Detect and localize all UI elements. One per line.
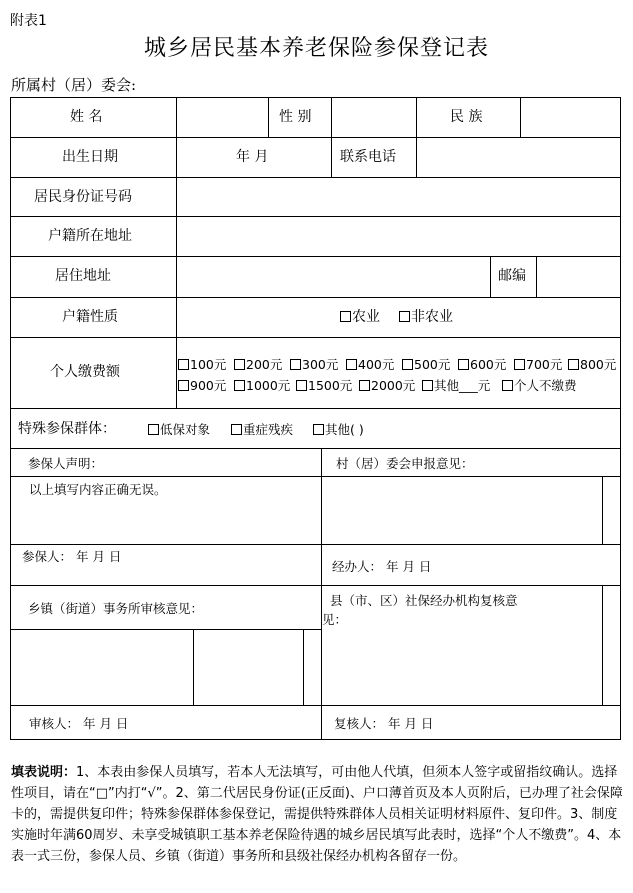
county-opinion-title-cont: 见： (322, 612, 348, 627)
household-address-field[interactable] (177, 217, 620, 256)
checkbox-icon (502, 380, 513, 391)
checkbox-icon (402, 359, 413, 370)
county-opinion-field[interactable] (322, 630, 602, 705)
county-opinion-title: 县（市、区）社保经办机构复核意 (330, 593, 518, 608)
payment-option-500[interactable]: 500元 (402, 356, 450, 374)
payment-option-900[interactable]: 900元 (178, 377, 226, 395)
township-opinion-signature[interactable]: 审核人： 年 月 日 (29, 716, 129, 731)
checkbox-icon (178, 380, 189, 391)
household-option-nonagri[interactable]: 非农业 (399, 308, 453, 326)
checkbox-icon (231, 424, 242, 435)
id-number-label: 居民身份证号码 (34, 189, 132, 205)
household-option-agri[interactable]: 农业 (340, 308, 380, 326)
postcode-field[interactable] (537, 257, 620, 297)
birth-date-field[interactable]: 年 月 (236, 149, 269, 165)
payment-option-1000[interactable]: 1000元 (234, 377, 290, 395)
checkbox-icon (359, 380, 370, 391)
household-address-label: 户籍所在地址 (48, 228, 132, 244)
phone-label: 联系电话 (340, 149, 396, 165)
checkbox-icon (399, 311, 410, 322)
checkbox-icon (296, 380, 307, 391)
payment-option-other[interactable]: 其他___元 (422, 377, 490, 395)
payment-option-2000[interactable]: 2000元 (359, 377, 415, 395)
checkbox-icon (340, 311, 351, 322)
id-number-field[interactable] (177, 178, 620, 216)
checkbox-icon (290, 359, 301, 370)
declaration-title: 参保人声明： (28, 456, 104, 471)
township-opinion-field[interactable] (11, 630, 193, 705)
township-opinion-title: 乡镇（街道）事务所审核意见： (28, 601, 204, 616)
instructions (11, 762, 623, 867)
payment-option-800[interactable]: 800元 (568, 356, 616, 374)
village-opinion-field[interactable] (322, 477, 602, 544)
payment-option-200[interactable]: 200元 (234, 356, 282, 374)
special-option-lowincome[interactable]: 低保对象 (148, 421, 210, 439)
special-group-label: 特殊参保群体： (18, 421, 116, 437)
village-opinion-signature[interactable]: 经办人： 年 月 日 (332, 559, 432, 574)
county-opinion-signature[interactable]: 复核人： 年 月 日 (334, 716, 434, 731)
village-opinion-title: 村（居）委会申报意见： (336, 456, 474, 471)
residence-address-field[interactable] (177, 257, 490, 297)
ethnicity-field[interactable] (521, 98, 620, 137)
birth-date-label: 出生日期 (62, 149, 118, 165)
household-type-label: 户籍性质 (62, 309, 118, 325)
checkbox-icon (234, 359, 245, 370)
checkbox-icon (568, 359, 579, 370)
declaration-content: 以上填写内容正确无误。 (29, 482, 167, 497)
checkbox-icon (148, 424, 159, 435)
residence-address-label: 居住地址 (55, 268, 111, 284)
instructions-text: 1、本表由参保人员填写，若本人无法填写，可由他人代填，但须本人签字或留指纹确认。选择性项目，请在“□”内打“√”。2、第二代居民身份证(正反面)、户口薄首页及本人页附后，已办理了社会保障卡的，需提供复印件；特殊参保群体参保登记，需提供特殊群体人员相关证明材料原件、复印件。3、制度实施时年满60周岁、未享受城镇职工基本养老保险待遇的城乡居民填写此表时，选择“个人不缴费”。4、本表一式三份，参保人员、乡镇（街道）事务所和县级社保经办机构各留存一份。 (11, 765, 623, 864)
declaration-signature[interactable]: 参保人： 年 月 日 (22, 549, 122, 564)
checkbox-icon (178, 359, 189, 370)
payment-amount-label: 个人缴费额 (50, 364, 120, 380)
phone-field[interactable] (417, 138, 620, 177)
checkbox-icon (514, 359, 525, 370)
payment-option-1500[interactable]: 1500元 (296, 377, 352, 395)
instructions-label: 填表说明： (11, 765, 77, 780)
village-label: 所属村（居）委会: (11, 76, 137, 94)
ethnicity-label: 民 族 (450, 109, 483, 125)
checkbox-icon (313, 424, 324, 435)
payment-option-400[interactable]: 400元 (346, 356, 394, 374)
gender-label: 性 别 (279, 109, 312, 125)
postcode-label: 邮编 (498, 268, 526, 284)
checkbox-icon (234, 380, 245, 391)
payment-option-none[interactable]: 个人不缴费 (502, 377, 577, 395)
special-option-other[interactable]: 其他( ) (313, 421, 364, 439)
form-title: 城乡居民基本养老保险参保登记表 (143, 36, 489, 61)
payment-option-700[interactable]: 700元 (514, 356, 562, 374)
payment-option-100[interactable]: 100元 (178, 356, 226, 374)
name-label: 姓 名 (70, 109, 103, 125)
payment-option-300[interactable]: 300元 (290, 356, 338, 374)
name-field[interactable] (177, 98, 268, 137)
payment-option-600[interactable]: 600元 (458, 356, 506, 374)
checkbox-icon (458, 359, 469, 370)
special-option-disability[interactable]: 重症残疾 (231, 421, 293, 439)
checkbox-icon (422, 380, 433, 391)
checkbox-icon (346, 359, 357, 370)
gender-field[interactable] (332, 98, 416, 137)
appendix-label: 附表1 (10, 13, 47, 29)
